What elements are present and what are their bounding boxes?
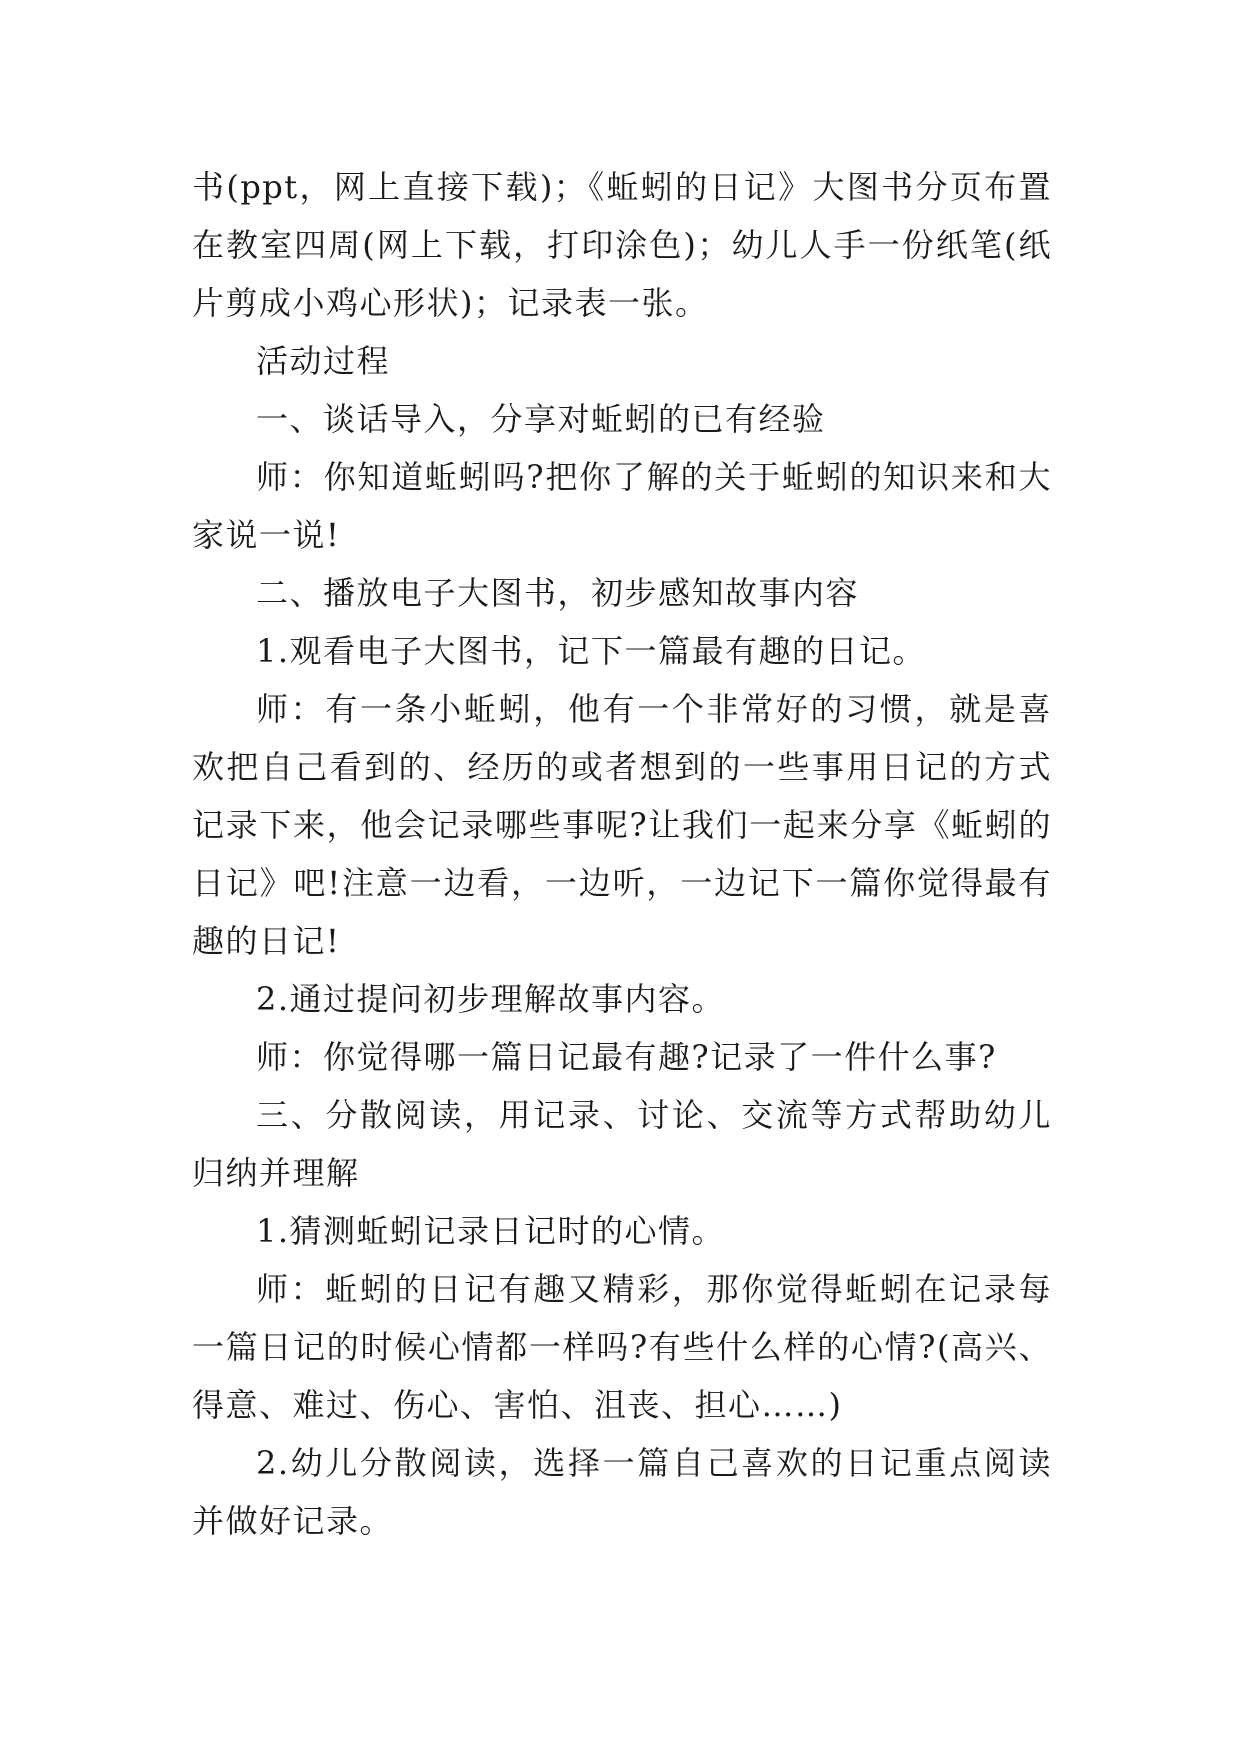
paragraph-materials: 书(ppt，网上直接下载)；《蚯蚓的日记》大图书分页布置在教室四周(网上下载，打印涂色)；幼儿人手一份纸笔(纸片剪成小鸡心形状)；记录表一张。 — [192, 168, 1052, 322]
paragraph-section-3: 三、分散阅读，用记录、讨论、交流等方式帮助幼儿归纳并理解 — [192, 1096, 1052, 1192]
paragraph-teacher-question-2: 师：你觉得哪一篇日记最有趣?记录了一件什么事? — [256, 1038, 997, 1076]
paragraph-step-3-1: 1.猜测蚯蚓记录日记时的心情。 — [256, 1212, 726, 1250]
paragraph-step-3-2: 2.幼儿分散阅读，选择一篇自己喜欢的日记重点阅读并做好记录。 — [192, 1444, 1052, 1540]
paragraph-teacher-intro: 师：有一条小蚯蚓，他有一个非常好的习惯，就是喜欢把自己看到的、经历的或者想到的一些事用日记的方式记录下来，他会记录哪些事呢?让我们一起来分享《蚯蚓的日记》吧!注意一边看，一边听，一边记下一篇你觉得最有趣的日记! — [192, 690, 1052, 960]
document-body — [192, 158, 1052, 1550]
paragraph-heading-process: 活动过程 — [256, 342, 391, 380]
paragraph-teacher-question-1: 师：你知道蚯蚓吗?把你了解的关于蚯蚓的知识来和大家说一说! — [192, 458, 1052, 554]
paragraph-step-2-1: 1.观看电子大图书，记下一篇最有趣的日记。 — [256, 632, 927, 670]
paragraph-section-2: 二、播放电子大图书，初步感知故事内容 — [256, 574, 860, 612]
paragraph-step-2-2: 2.通过提问初步理解故事内容。 — [256, 980, 726, 1018]
paragraph-teacher-question-3: 师：蚯蚓的日记有趣又精彩，那你觉得蚯蚓在记录每一篇日记的时候心情都一样吗?有些什么样的心情?(高兴、得意、难过、伤心、害怕、沮丧、担心……) — [192, 1270, 1052, 1424]
paragraph-section-1: 一、谈话导入，分享对蚯蚓的已有经验 — [256, 400, 826, 438]
